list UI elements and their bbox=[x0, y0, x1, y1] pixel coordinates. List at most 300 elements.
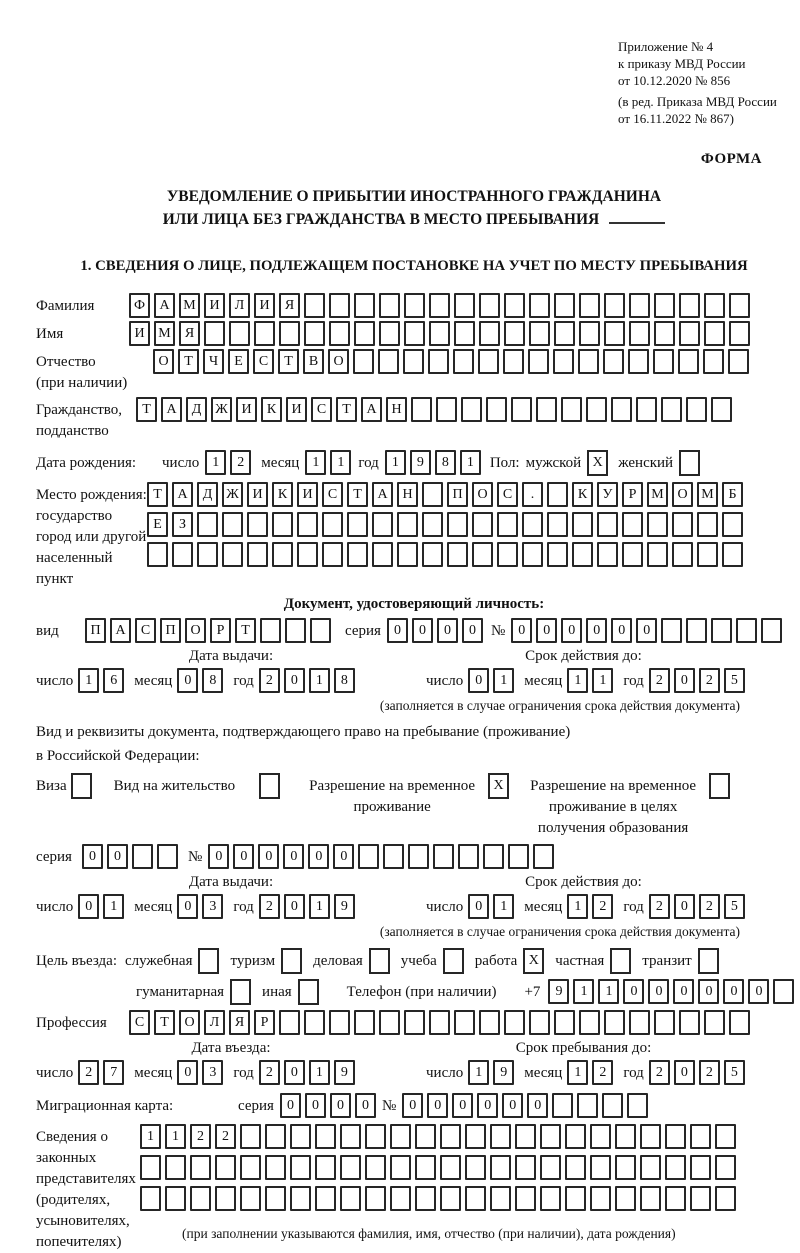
char-box[interactable] bbox=[640, 1155, 661, 1180]
char-box[interactable]: 5 bbox=[724, 894, 745, 919]
char-box[interactable] bbox=[690, 1186, 711, 1211]
char-box[interactable] bbox=[665, 1155, 686, 1180]
char-box[interactable] bbox=[490, 1155, 511, 1180]
char-box[interactable]: 2 bbox=[649, 894, 670, 919]
char-box[interactable] bbox=[272, 512, 293, 537]
char-box[interactable]: К bbox=[261, 397, 282, 422]
char-box[interactable] bbox=[561, 397, 582, 422]
char-box[interactable]: 0 bbox=[674, 668, 695, 693]
char-box[interactable] bbox=[654, 1010, 675, 1035]
char-box[interactable] bbox=[215, 1186, 236, 1211]
char-box[interactable]: 0 bbox=[427, 1093, 448, 1118]
char-box[interactable] bbox=[461, 397, 482, 422]
char-box[interactable] bbox=[147, 542, 168, 567]
char-box[interactable] bbox=[690, 1155, 711, 1180]
char-box[interactable] bbox=[572, 542, 593, 567]
char-box[interactable] bbox=[547, 482, 568, 507]
char-box[interactable]: С bbox=[497, 482, 518, 507]
char-box[interactable] bbox=[661, 618, 682, 643]
char-box[interactable]: С bbox=[129, 1010, 150, 1035]
char-box[interactable]: Е bbox=[228, 349, 249, 374]
char-box[interactable]: Р bbox=[254, 1010, 275, 1035]
char-box[interactable]: 0 bbox=[283, 844, 304, 869]
char-box[interactable]: 0 bbox=[355, 1093, 376, 1118]
char-box[interactable] bbox=[378, 349, 399, 374]
char-box[interactable] bbox=[197, 512, 218, 537]
char-box[interactable] bbox=[478, 349, 499, 374]
char-box[interactable] bbox=[579, 321, 600, 346]
char-box[interactable]: 1 bbox=[567, 668, 588, 693]
char-box[interactable] bbox=[511, 397, 532, 422]
char-box[interactable] bbox=[447, 512, 468, 537]
char-box[interactable] bbox=[204, 321, 225, 346]
char-box[interactable] bbox=[190, 1186, 211, 1211]
char-box[interactable]: Ж bbox=[211, 397, 232, 422]
char-box[interactable]: 0 bbox=[284, 668, 305, 693]
char-box[interactable] bbox=[577, 1093, 598, 1118]
char-box[interactable] bbox=[197, 542, 218, 567]
char-box[interactable] bbox=[611, 397, 632, 422]
sex-female-checkbox[interactable] bbox=[679, 450, 700, 476]
char-box[interactable] bbox=[533, 844, 554, 869]
char-box[interactable] bbox=[229, 321, 250, 346]
char-box[interactable]: 9 bbox=[334, 894, 355, 919]
char-box[interactable] bbox=[503, 349, 524, 374]
char-box[interactable] bbox=[354, 1010, 375, 1035]
char-box[interactable]: О bbox=[472, 482, 493, 507]
char-box[interactable] bbox=[254, 321, 275, 346]
char-box[interactable] bbox=[529, 321, 550, 346]
char-box[interactable] bbox=[172, 542, 193, 567]
char-box[interactable]: 9 bbox=[493, 1060, 514, 1085]
char-box[interactable] bbox=[390, 1155, 411, 1180]
char-box[interactable]: 1 bbox=[305, 450, 326, 475]
char-box[interactable] bbox=[454, 293, 475, 318]
char-box[interactable] bbox=[379, 293, 400, 318]
char-box[interactable]: И bbox=[254, 293, 275, 318]
char-box[interactable]: 0 bbox=[623, 979, 644, 1004]
char-box[interactable]: 0 bbox=[674, 894, 695, 919]
char-box[interactable]: 2 bbox=[78, 1060, 99, 1085]
char-box[interactable]: 0 bbox=[107, 844, 128, 869]
char-box[interactable] bbox=[297, 512, 318, 537]
char-box[interactable] bbox=[686, 397, 707, 422]
char-box[interactable] bbox=[661, 397, 682, 422]
char-box[interactable]: Д bbox=[186, 397, 207, 422]
char-box[interactable] bbox=[440, 1155, 461, 1180]
char-box[interactable] bbox=[647, 542, 668, 567]
char-box[interactable] bbox=[515, 1155, 536, 1180]
char-box[interactable]: Ф bbox=[129, 293, 150, 318]
char-box[interactable]: Д bbox=[197, 482, 218, 507]
char-box[interactable] bbox=[553, 349, 574, 374]
char-box[interactable] bbox=[465, 1186, 486, 1211]
char-box[interactable] bbox=[354, 293, 375, 318]
char-box[interactable] bbox=[353, 349, 374, 374]
char-box[interactable]: Р bbox=[210, 618, 231, 643]
char-box[interactable]: 1 bbox=[493, 668, 514, 693]
char-box[interactable]: 2 bbox=[215, 1124, 236, 1149]
char-box[interactable] bbox=[629, 321, 650, 346]
char-box[interactable] bbox=[704, 1010, 725, 1035]
char-box[interactable]: Т bbox=[136, 397, 157, 422]
char-box[interactable]: И bbox=[247, 482, 268, 507]
char-box[interactable] bbox=[453, 349, 474, 374]
char-box[interactable] bbox=[627, 1093, 648, 1118]
char-box[interactable] bbox=[285, 618, 306, 643]
char-box[interactable]: 1 bbox=[592, 668, 613, 693]
char-box[interactable]: 1 bbox=[309, 1060, 330, 1085]
char-box[interactable] bbox=[279, 1010, 300, 1035]
char-box[interactable] bbox=[479, 1010, 500, 1035]
char-box[interactable]: 2 bbox=[699, 668, 720, 693]
purpose-option-checkbox[interactable] bbox=[298, 979, 319, 1005]
char-box[interactable]: И bbox=[129, 321, 150, 346]
char-box[interactable] bbox=[322, 542, 343, 567]
residence-permit-checkbox[interactable] bbox=[259, 773, 280, 799]
char-box[interactable]: 0 bbox=[82, 844, 103, 869]
char-box[interactable]: 5 bbox=[724, 668, 745, 693]
char-box[interactable] bbox=[433, 844, 454, 869]
char-box[interactable] bbox=[486, 397, 507, 422]
char-box[interactable] bbox=[447, 542, 468, 567]
char-box[interactable] bbox=[497, 512, 518, 537]
char-box[interactable]: Т bbox=[154, 1010, 175, 1035]
char-box[interactable] bbox=[722, 542, 743, 567]
char-box[interactable]: 0 bbox=[177, 1060, 198, 1085]
char-box[interactable]: 0 bbox=[536, 618, 557, 643]
char-box[interactable] bbox=[415, 1124, 436, 1149]
char-box[interactable]: 0 bbox=[437, 618, 458, 643]
char-box[interactable] bbox=[729, 321, 750, 346]
char-box[interactable] bbox=[422, 542, 443, 567]
char-box[interactable] bbox=[508, 844, 529, 869]
char-box[interactable]: А bbox=[154, 293, 175, 318]
char-box[interactable]: 1 bbox=[309, 894, 330, 919]
char-box[interactable] bbox=[522, 542, 543, 567]
char-box[interactable] bbox=[729, 293, 750, 318]
char-box[interactable]: О bbox=[672, 482, 693, 507]
char-box[interactable]: Е bbox=[147, 512, 168, 537]
char-box[interactable] bbox=[411, 397, 432, 422]
char-box[interactable]: 8 bbox=[334, 668, 355, 693]
purpose-option-checkbox[interactable] bbox=[610, 948, 631, 974]
char-box[interactable] bbox=[340, 1155, 361, 1180]
char-box[interactable] bbox=[290, 1186, 311, 1211]
char-box[interactable] bbox=[690, 1124, 711, 1149]
char-box[interactable] bbox=[615, 1186, 636, 1211]
char-box[interactable] bbox=[247, 542, 268, 567]
char-box[interactable]: 5 bbox=[724, 1060, 745, 1085]
char-box[interactable]: 0 bbox=[468, 894, 489, 919]
char-box[interactable]: 0 bbox=[477, 1093, 498, 1118]
char-box[interactable]: 0 bbox=[462, 618, 483, 643]
char-box[interactable] bbox=[458, 844, 479, 869]
char-box[interactable]: 1 bbox=[140, 1124, 161, 1149]
char-box[interactable]: 2 bbox=[190, 1124, 211, 1149]
purpose-option-checkbox[interactable] bbox=[369, 948, 390, 974]
char-box[interactable]: М bbox=[647, 482, 668, 507]
char-box[interactable] bbox=[157, 844, 178, 869]
char-box[interactable]: 0 bbox=[636, 618, 657, 643]
char-box[interactable] bbox=[579, 1010, 600, 1035]
char-box[interactable] bbox=[590, 1186, 611, 1211]
char-box[interactable] bbox=[590, 1155, 611, 1180]
char-box[interactable]: 0 bbox=[698, 979, 719, 1004]
char-box[interactable]: Т bbox=[147, 482, 168, 507]
char-box[interactable] bbox=[472, 542, 493, 567]
char-box[interactable] bbox=[572, 512, 593, 537]
char-box[interactable] bbox=[529, 293, 550, 318]
char-box[interactable]: М bbox=[179, 293, 200, 318]
char-box[interactable] bbox=[528, 349, 549, 374]
char-box[interactable] bbox=[490, 1186, 511, 1211]
char-box[interactable] bbox=[672, 512, 693, 537]
char-box[interactable] bbox=[715, 1124, 736, 1149]
char-box[interactable] bbox=[529, 1010, 550, 1035]
char-box[interactable] bbox=[265, 1124, 286, 1149]
char-box[interactable] bbox=[465, 1155, 486, 1180]
char-box[interactable]: А bbox=[361, 397, 382, 422]
char-box[interactable] bbox=[711, 618, 732, 643]
char-box[interactable]: 2 bbox=[699, 1060, 720, 1085]
char-box[interactable] bbox=[240, 1186, 261, 1211]
char-box[interactable] bbox=[697, 542, 718, 567]
char-box[interactable]: 8 bbox=[435, 450, 456, 475]
char-box[interactable] bbox=[515, 1186, 536, 1211]
char-box[interactable]: З bbox=[172, 512, 193, 537]
char-box[interactable]: И bbox=[204, 293, 225, 318]
char-box[interactable] bbox=[315, 1124, 336, 1149]
char-box[interactable]: 1 bbox=[573, 979, 594, 1004]
char-box[interactable] bbox=[490, 1124, 511, 1149]
char-box[interactable] bbox=[678, 349, 699, 374]
char-box[interactable]: О bbox=[185, 618, 206, 643]
char-box[interactable] bbox=[404, 321, 425, 346]
char-box[interactable]: 0 bbox=[387, 618, 408, 643]
char-box[interactable]: Я bbox=[279, 293, 300, 318]
char-box[interactable]: 0 bbox=[402, 1093, 423, 1118]
char-box[interactable] bbox=[547, 542, 568, 567]
char-box[interactable] bbox=[390, 1186, 411, 1211]
char-box[interactable]: Я bbox=[229, 1010, 250, 1035]
char-box[interactable] bbox=[165, 1155, 186, 1180]
char-box[interactable] bbox=[697, 512, 718, 537]
char-box[interactable]: П bbox=[85, 618, 106, 643]
char-box[interactable]: 1 bbox=[385, 450, 406, 475]
char-box[interactable] bbox=[604, 293, 625, 318]
char-box[interactable] bbox=[504, 293, 525, 318]
char-box[interactable]: 2 bbox=[259, 1060, 280, 1085]
char-box[interactable] bbox=[554, 321, 575, 346]
char-box[interactable]: 0 bbox=[511, 618, 532, 643]
char-box[interactable]: 0 bbox=[561, 618, 582, 643]
char-box[interactable] bbox=[497, 542, 518, 567]
char-box[interactable]: 0 bbox=[648, 979, 669, 1004]
char-box[interactable] bbox=[540, 1186, 561, 1211]
char-box[interactable] bbox=[429, 1010, 450, 1035]
char-box[interactable] bbox=[358, 844, 379, 869]
char-box[interactable] bbox=[428, 349, 449, 374]
purpose-option-checkbox[interactable]: X bbox=[523, 948, 544, 974]
char-box[interactable]: Л bbox=[204, 1010, 225, 1035]
char-box[interactable] bbox=[578, 349, 599, 374]
char-box[interactable]: 1 bbox=[309, 668, 330, 693]
char-box[interactable] bbox=[597, 542, 618, 567]
char-box[interactable]: 2 bbox=[259, 668, 280, 693]
char-box[interactable]: 1 bbox=[567, 894, 588, 919]
char-box[interactable] bbox=[297, 542, 318, 567]
char-box[interactable] bbox=[329, 293, 350, 318]
char-box[interactable]: 9 bbox=[548, 979, 569, 1004]
char-box[interactable] bbox=[422, 482, 443, 507]
char-box[interactable] bbox=[347, 542, 368, 567]
char-box[interactable] bbox=[290, 1124, 311, 1149]
char-box[interactable]: П bbox=[447, 482, 468, 507]
purpose-option-checkbox[interactable] bbox=[443, 948, 464, 974]
char-box[interactable]: Т bbox=[347, 482, 368, 507]
char-box[interactable]: 0 bbox=[284, 1060, 305, 1085]
char-box[interactable] bbox=[552, 1093, 573, 1118]
char-box[interactable] bbox=[310, 618, 331, 643]
char-box[interactable]: 0 bbox=[258, 844, 279, 869]
sex-male-checkbox[interactable]: X bbox=[587, 450, 608, 476]
char-box[interactable]: И bbox=[286, 397, 307, 422]
purpose-option-checkbox[interactable] bbox=[698, 948, 719, 974]
char-box[interactable]: 0 bbox=[177, 668, 198, 693]
char-box[interactable] bbox=[304, 293, 325, 318]
char-box[interactable] bbox=[429, 321, 450, 346]
char-box[interactable] bbox=[547, 512, 568, 537]
char-box[interactable] bbox=[340, 1124, 361, 1149]
char-box[interactable] bbox=[190, 1155, 211, 1180]
char-box[interactable] bbox=[628, 349, 649, 374]
char-box[interactable]: 0 bbox=[177, 894, 198, 919]
char-box[interactable]: 0 bbox=[330, 1093, 351, 1118]
char-box[interactable] bbox=[403, 349, 424, 374]
char-box[interactable] bbox=[365, 1124, 386, 1149]
char-box[interactable]: 0 bbox=[611, 618, 632, 643]
char-box[interactable] bbox=[483, 844, 504, 869]
char-box[interactable]: Н bbox=[397, 482, 418, 507]
visa-checkbox[interactable] bbox=[71, 773, 92, 799]
char-box[interactable] bbox=[554, 293, 575, 318]
char-box[interactable] bbox=[715, 1155, 736, 1180]
char-box[interactable] bbox=[222, 512, 243, 537]
char-box[interactable]: И bbox=[236, 397, 257, 422]
char-box[interactable] bbox=[602, 1093, 623, 1118]
char-box[interactable]: Ч bbox=[203, 349, 224, 374]
char-box[interactable] bbox=[404, 1010, 425, 1035]
char-box[interactable] bbox=[761, 618, 782, 643]
char-box[interactable]: 1 bbox=[205, 450, 226, 475]
char-box[interactable]: 1 bbox=[598, 979, 619, 1004]
char-box[interactable] bbox=[165, 1186, 186, 1211]
char-box[interactable]: 1 bbox=[330, 450, 351, 475]
char-box[interactable]: И bbox=[297, 482, 318, 507]
char-box[interactable] bbox=[728, 349, 749, 374]
char-box[interactable] bbox=[415, 1155, 436, 1180]
char-box[interactable] bbox=[397, 542, 418, 567]
char-box[interactable] bbox=[640, 1124, 661, 1149]
char-box[interactable] bbox=[454, 321, 475, 346]
char-box[interactable] bbox=[479, 321, 500, 346]
char-box[interactable]: О bbox=[179, 1010, 200, 1035]
char-box[interactable]: 1 bbox=[78, 668, 99, 693]
char-box[interactable] bbox=[629, 1010, 650, 1035]
char-box[interactable]: 2 bbox=[592, 1060, 613, 1085]
purpose-option-checkbox[interactable] bbox=[230, 979, 251, 1005]
char-box[interactable]: П bbox=[160, 618, 181, 643]
char-box[interactable]: К bbox=[272, 482, 293, 507]
char-box[interactable] bbox=[440, 1124, 461, 1149]
char-box[interactable] bbox=[603, 349, 624, 374]
char-box[interactable] bbox=[773, 979, 794, 1004]
char-box[interactable] bbox=[590, 1124, 611, 1149]
char-box[interactable]: Р bbox=[622, 482, 643, 507]
char-box[interactable]: А bbox=[172, 482, 193, 507]
char-box[interactable]: . bbox=[522, 482, 543, 507]
char-box[interactable] bbox=[322, 512, 343, 537]
char-box[interactable] bbox=[379, 321, 400, 346]
char-box[interactable] bbox=[679, 293, 700, 318]
char-box[interactable]: 0 bbox=[502, 1093, 523, 1118]
temp-permit-edu-checkbox[interactable] bbox=[709, 773, 730, 799]
char-box[interactable] bbox=[703, 349, 724, 374]
char-box[interactable] bbox=[429, 293, 450, 318]
char-box[interactable] bbox=[640, 1186, 661, 1211]
char-box[interactable] bbox=[422, 512, 443, 537]
char-box[interactable] bbox=[704, 321, 725, 346]
char-box[interactable]: А bbox=[110, 618, 131, 643]
char-box[interactable] bbox=[315, 1186, 336, 1211]
char-box[interactable]: Т bbox=[235, 618, 256, 643]
char-box[interactable] bbox=[329, 1010, 350, 1035]
char-box[interactable]: 3 bbox=[202, 1060, 223, 1085]
char-box[interactable]: 2 bbox=[649, 1060, 670, 1085]
char-box[interactable] bbox=[665, 1124, 686, 1149]
char-box[interactable] bbox=[615, 1155, 636, 1180]
purpose-option-checkbox[interactable] bbox=[281, 948, 302, 974]
char-box[interactable] bbox=[265, 1155, 286, 1180]
char-box[interactable]: 0 bbox=[284, 894, 305, 919]
char-box[interactable] bbox=[579, 293, 600, 318]
char-box[interactable] bbox=[711, 397, 732, 422]
char-box[interactable] bbox=[540, 1155, 561, 1180]
char-box[interactable] bbox=[604, 1010, 625, 1035]
char-box[interactable] bbox=[260, 618, 281, 643]
char-box[interactable] bbox=[729, 1010, 750, 1035]
char-box[interactable]: 1 bbox=[493, 894, 514, 919]
char-box[interactable] bbox=[415, 1186, 436, 1211]
char-box[interactable] bbox=[279, 321, 300, 346]
char-box[interactable] bbox=[315, 1155, 336, 1180]
char-box[interactable] bbox=[647, 512, 668, 537]
purpose-option-checkbox[interactable] bbox=[198, 948, 219, 974]
char-box[interactable] bbox=[504, 321, 525, 346]
char-box[interactable] bbox=[622, 542, 643, 567]
char-box[interactable] bbox=[365, 1155, 386, 1180]
char-box[interactable]: О bbox=[328, 349, 349, 374]
char-box[interactable]: 0 bbox=[723, 979, 744, 1004]
char-box[interactable]: 1 bbox=[460, 450, 481, 475]
char-box[interactable] bbox=[247, 512, 268, 537]
char-box[interactable]: 0 bbox=[468, 668, 489, 693]
char-box[interactable]: 6 bbox=[103, 668, 124, 693]
char-box[interactable]: У bbox=[597, 482, 618, 507]
char-box[interactable] bbox=[454, 1010, 475, 1035]
char-box[interactable] bbox=[340, 1186, 361, 1211]
